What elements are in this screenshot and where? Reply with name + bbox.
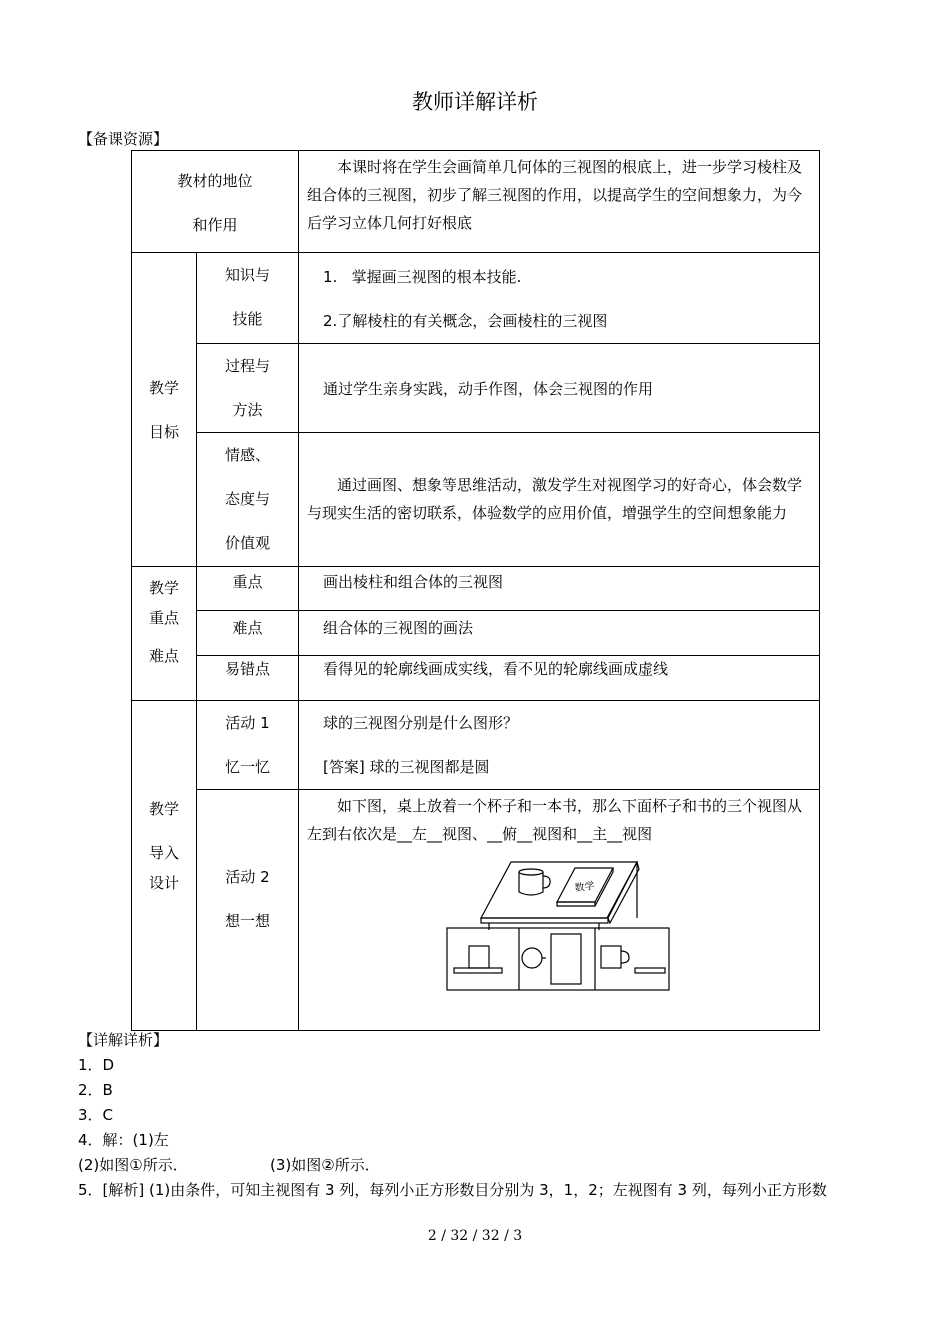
left-view-cup bbox=[469, 946, 489, 968]
table-row bbox=[132, 611, 820, 656]
activity1-question: 球的三视图分别是什么图形？ bbox=[323, 714, 519, 732]
table-row bbox=[132, 790, 820, 1031]
detail-line-4: 4．解：(1)左 bbox=[78, 1131, 169, 1149]
front-view-handle bbox=[621, 951, 629, 963]
activity2-text-before: 如下图，桌上放着一个杯子和一本书，那么下面杯子和书的三个视图从左到右依次是 bbox=[307, 797, 803, 843]
blank-left: __左__ bbox=[397, 825, 443, 843]
detail-line-2: 2．B bbox=[78, 1081, 113, 1099]
cup-rim bbox=[519, 869, 543, 875]
focus-label-cell bbox=[197, 567, 299, 611]
goals-label-1: 教学 bbox=[148, 378, 179, 397]
detail-line-6: 5．[解析] (1)由条件，可知主视图有 3 列，每列小正方形数目分别为 3，1，2；左视图有 3 列，每列小正方形数 bbox=[78, 1181, 827, 1199]
activity2-label-cell bbox=[197, 790, 299, 1031]
table-row bbox=[132, 567, 820, 611]
activity1-label-2: 忆一忆 bbox=[225, 758, 271, 776]
keypoints-label-cell bbox=[132, 567, 197, 701]
table-row bbox=[132, 701, 820, 790]
focus-text: 画出棱柱和组合体的三视图 bbox=[323, 573, 504, 591]
position-label-2: 和作用 bbox=[192, 216, 238, 234]
goals-label-2: 目标 bbox=[148, 422, 179, 441]
cup-handle bbox=[543, 876, 550, 888]
activity2-cell bbox=[299, 790, 820, 1031]
resource-label: 【备课资源】 bbox=[78, 130, 169, 148]
table-row bbox=[132, 433, 820, 567]
emotion-cell bbox=[299, 433, 820, 567]
emotion-label-3: 价值观 bbox=[225, 534, 271, 552]
activity2-mid2: 视图和 bbox=[532, 825, 578, 843]
table-edge bbox=[481, 918, 608, 923]
table-row bbox=[132, 151, 820, 253]
intro-label-3: 设计 bbox=[148, 873, 179, 892]
error-text: 看得见的轮廓线画成实线，看不见的轮廓线画成虚线 bbox=[323, 660, 669, 678]
page-footer: 2 / 32 / 32 / 3 bbox=[427, 1228, 523, 1244]
process-label-2: 方法 bbox=[232, 401, 263, 419]
views-panel bbox=[447, 928, 669, 990]
difficulty-label-cell bbox=[197, 611, 299, 656]
detail-line-5b: (3)如图②所示． bbox=[270, 1156, 380, 1174]
activity2-text-after: 视图 bbox=[622, 825, 653, 843]
left-view-book bbox=[454, 968, 502, 973]
table-row bbox=[132, 656, 820, 701]
top-view-book bbox=[551, 934, 581, 984]
detail-label: 【详解详析】 bbox=[78, 1031, 169, 1049]
position-label-1: 教材的地位 bbox=[177, 172, 253, 190]
table-row bbox=[132, 253, 820, 344]
book-label: 数学 bbox=[573, 880, 596, 895]
error-cell bbox=[299, 656, 820, 701]
knowledge-item-2: 2.了解棱柱的有关概念，会画棱柱的三视图 bbox=[323, 312, 608, 330]
knowledge-label-cell bbox=[197, 253, 299, 344]
process-label-cell bbox=[197, 344, 299, 433]
difficulty-cell bbox=[299, 611, 820, 656]
table-row bbox=[132, 344, 820, 433]
intro-label-cell bbox=[132, 701, 197, 1031]
focus-cell bbox=[299, 567, 820, 611]
activity1-answer: [答案] 球的三视图都是圆 bbox=[323, 758, 490, 776]
goals-label-cell bbox=[132, 253, 197, 567]
detail-line-5a: (2)如图①所示． bbox=[78, 1156, 188, 1174]
keypoints-label-3: 难点 bbox=[148, 647, 179, 665]
detail-line-3: 3．C bbox=[78, 1106, 114, 1124]
error-label-cell bbox=[197, 656, 299, 701]
emotion-label-cell bbox=[197, 433, 299, 567]
front-view-book bbox=[635, 968, 665, 973]
difficulty-label: 难点 bbox=[232, 619, 263, 637]
top-view-cup bbox=[522, 948, 542, 968]
emotion-text: 通过画图、想象等思维活动，激发学生对视图学习的好奇心，体会数学与现实生活的密切联系，体验数学的应用价值，增强学生的空间想象能力 bbox=[307, 475, 803, 522]
page-title: 教师详解详析 bbox=[412, 90, 538, 114]
position-label-cell bbox=[132, 151, 299, 253]
activity1-cell bbox=[299, 701, 820, 790]
book-edge bbox=[557, 902, 595, 906]
blank-top: __俯__ bbox=[487, 825, 533, 843]
difficulty-text: 组合体的三视图的画法 bbox=[323, 619, 474, 637]
activity2-label-1: 活动 2 bbox=[225, 868, 270, 886]
position-text: 本课时将在学生会画简单几何体的三视图的根底上，进一步学习棱柱及组合体的三视图，初步了解三视图的作用，以提高学生的空间想象力，为今后学习立体几何打好根底 bbox=[307, 158, 803, 232]
lesson-table bbox=[131, 150, 820, 1031]
error-label: 易错点 bbox=[225, 660, 271, 678]
process-text: 通过学生亲身实践，动手作图，体会三视图的作用 bbox=[323, 379, 654, 398]
activity1-label-cell bbox=[197, 701, 299, 790]
cup-book-figure bbox=[299, 854, 820, 994]
knowledge-label-1: 知识与 bbox=[225, 266, 271, 284]
activity1-label-1: 活动 1 bbox=[225, 714, 270, 732]
front-view-cup bbox=[601, 946, 621, 968]
keypoints-label-1: 教学 bbox=[148, 579, 179, 597]
activity2-text bbox=[299, 790, 819, 852]
emotion-label-2: 态度与 bbox=[225, 490, 271, 508]
intro-label-2: 导入 bbox=[148, 843, 179, 862]
keypoints-label-2: 重点 bbox=[148, 609, 179, 627]
knowledge-cell bbox=[299, 253, 820, 344]
detail-line-1: 1．D bbox=[78, 1056, 115, 1074]
knowledge-label-2: 技能 bbox=[232, 310, 263, 328]
focus-label: 重点 bbox=[232, 573, 263, 591]
emotion-label-1: 情感、 bbox=[225, 446, 271, 464]
knowledge-item-1: 1. 掌握画三视图的根本技能. bbox=[323, 268, 522, 286]
activity2-mid1: 视图、 bbox=[442, 825, 488, 843]
position-text-cell bbox=[299, 151, 820, 253]
blank-front: __主__ bbox=[577, 825, 623, 843]
process-cell bbox=[299, 344, 820, 433]
activity2-label-2: 想一想 bbox=[225, 912, 271, 930]
process-label-1: 过程与 bbox=[225, 357, 271, 375]
intro-label-1: 教学 bbox=[148, 799, 179, 818]
